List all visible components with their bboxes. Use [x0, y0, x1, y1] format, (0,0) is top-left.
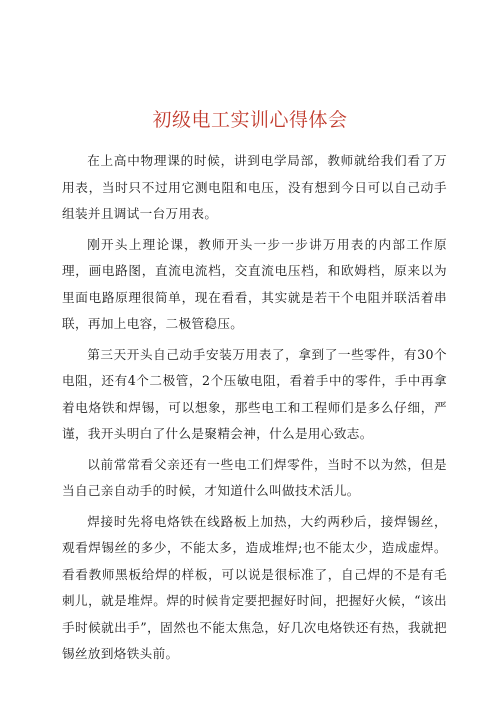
paragraph-2: 刚开头上理论课，教师开头一步一步讲万用表的内部工作原理，画电路图，直流电流档，交直流电压档，和欧姆档，原来以为里面电路原理很简单，现在看看，其实就是若干个电阻并联活着串联，再加上电容，二极管稳压。	[62, 236, 447, 331]
document-body	[62, 148, 447, 672]
paragraph-4: 以前常常看父亲还有一些电工们焊零件，当时不以为然，但是当自己亲自动手的时候，才知道什么叫做技术活儿。	[62, 456, 447, 498]
paragraph-1: 在上高中物理课的时候，讲到电学局部，教师就给我们看了万用表，当时只不过用它测电阻和电压，没有想到今日可以自己动手组装并且调试一台万用表。	[62, 153, 447, 221]
paragraph-5: 焊接时先将电烙铁在线路板上加热，大约两秒后，接焊锡丝，观看焊锡丝的多少，不能太多，造成堆焊;也不能太少，造成虚焊。看看教师黑板给焊的样板，可以说是很标准了，自己焊的不是有毛刺儿，就是堆焊。焊的时候肯定要把握好时间，把握好火候，“该出手时候就出手”，固然也不能太焦急，好几次电烙铁还有热，我就把锡丝放到烙铁头前。	[62, 513, 447, 661]
document-title: 初级电工实训心得体会	[152, 109, 348, 131]
paragraph-3: 第三天开头自己动手安装万用表了，拿到了一些零件，有30个电阻，还有4个二极管，2个压敏电阻，看着手中的零件，手中再拿着电烙铁和焊锡，可以想象，那些电工和工程师们是多么仔细，严谨，我开头明白了什么是聚精会神，什么是用心致志。	[62, 346, 447, 441]
